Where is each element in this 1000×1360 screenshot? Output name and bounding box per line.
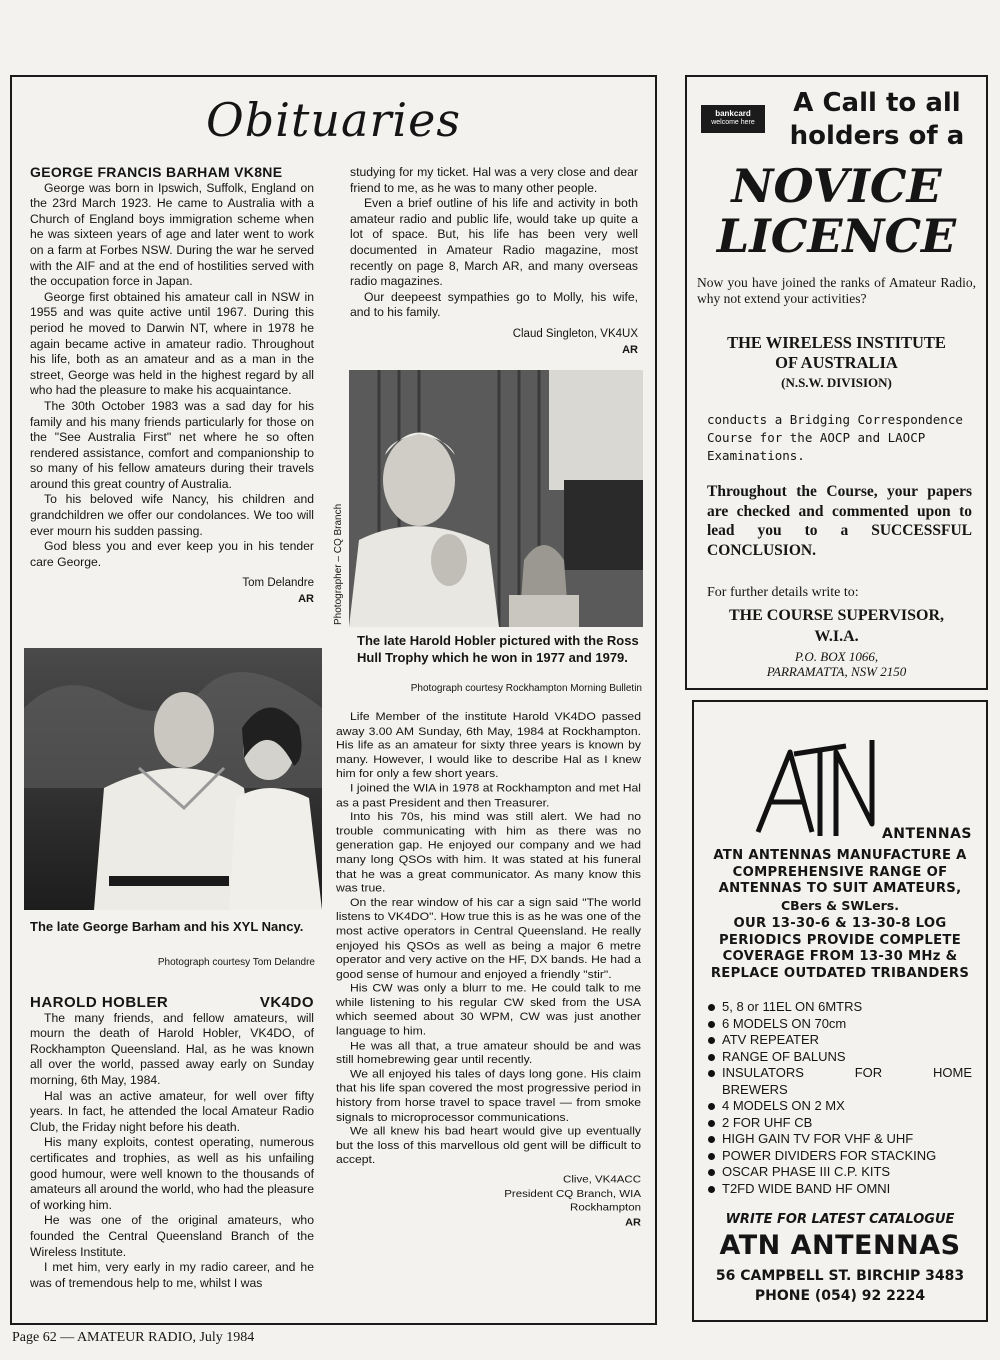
list-item: 2 FOR UHF CB: [704, 1115, 972, 1132]
atn-address: 56 CAMPBELL ST. BIRCHIP 3483: [715, 1268, 965, 1284]
hobler-photo: [349, 370, 643, 627]
clive-signature-role: President CQ Branch, WIA: [504, 1188, 641, 1200]
list-item: 5, 8 or 11EL ON 6MTRS: [704, 999, 972, 1016]
barham-obituary: [30, 165, 314, 608]
hobler-paragraph: Life Member of the institute Harold VK4DO passed away 3.00 AM Sunday, 6th May, 1984 at Rockhampton. His life as an amateur for sixty three years is known by many. However, I would like to describe Hal as I knew him for only a few short years.: [336, 710, 641, 781]
hobler-paragraph: His many exploits, contest operating, numerous certificates and trophies, as well as his unfailing good humour, were well known to the thousands of amateurs all around the world, who had the pleasure of working him.: [30, 1135, 314, 1212]
clive-signature-name: Clive, VK4ACC: [563, 1174, 641, 1186]
hobler-obituary-start: [30, 995, 314, 1291]
hobler-paragraph: studying for my ticket. Hal was a very close and dear friend to me, as he was to many other people.: [350, 165, 638, 195]
call-line: A Call to all holders of a: [789, 88, 965, 151]
list-item: INSULATORS FOR HOME BREWERS: [704, 1065, 972, 1098]
catalogue-text: WRITE FOR LATEST CATALOGUE: [725, 1212, 955, 1227]
list-item: T2FD WIDE BAND HF OMNI: [704, 1181, 972, 1198]
throughout-text: Throughout the Course, your papers are checked and commented upon to lead you to a SUCCESSFUL CONCLUSION.: [707, 483, 972, 559]
atn-phone: PHONE (054) 92 2224: [754, 1288, 926, 1304]
logo-subtitle: ANTENNAS: [881, 826, 972, 842]
barham-photo: [24, 648, 322, 910]
barham-paragraph: George first obtained his amateur call in NSW in 1955 and was quite active until 1967. During this period he moved to Darwin NT, where in 1978 he again became active in amateur radio. Throughout his life, both as an amateur and as a man in the street, George was held in the highest regard by all who had the pleasure to make his acquaintance.: [30, 289, 314, 398]
antenna-list: [704, 999, 972, 1197]
clive-signature-place: Rockhampton: [570, 1202, 641, 1214]
hobler-heading: [30, 995, 314, 1011]
hobler-photo-credit: Photograph courtesy Rockhampton Morning Bulletin: [410, 683, 642, 694]
hobler-heading-call: VK4DO: [259, 994, 314, 1011]
ar-mark: AR: [622, 343, 638, 356]
novice-headline: [687, 161, 986, 261]
list-item: POWER DIVIDERS FOR STACKING: [704, 1148, 972, 1165]
hobler-photo-vertical-credit: Photographer – CQ Branch: [333, 503, 344, 625]
further-details: For further details write to:: [707, 585, 859, 600]
bankcard-brand: bankcard: [715, 109, 751, 118]
list-item: 6 MODELS ON 70cm: [704, 1016, 972, 1033]
novice-licence-ad: [685, 75, 988, 690]
supervisor-line: THE COURSE SUPERVISOR,: [728, 607, 945, 624]
org-line-3: (N.S.W. DIVISION): [781, 375, 892, 390]
page-footer: Page 62 — AMATEUR RADIO, July 1984: [12, 1330, 255, 1345]
hobler-paragraph: He was one of the original amateurs, who founded the Central Queensland Branch of the Wireless Institute.: [30, 1213, 314, 1259]
barham-photo-caption: The late George Barham and his XYL Nancy.: [30, 919, 304, 934]
list-item: ATV REPEATER: [704, 1032, 972, 1049]
hobler-paragraph: The many friends, and fellow amateurs, will mourn the death of Harold Hobler, VK4DO, of Rockhampton Queensland. Hal, as he was known all over the world, passed away early on Sunday morning, 6th May, 1984.: [30, 1010, 314, 1087]
pobox-line: P.O. BOX 1066,: [794, 649, 879, 664]
hobler-photo-caption: The late Harold Hobler pictured with the Ross Hull Trophy which he won in 1977 and 1979.: [357, 633, 639, 665]
postal-address: [697, 649, 976, 679]
bankcard-tag: welcome here: [711, 119, 755, 126]
barham-paragraph: To his beloved wife Nancy, his children and grandchildren we offer our condolances. We too will ever mourn his sudden passing.: [30, 492, 314, 538]
hobler-paragraph: Even a brief outline of his life and activity in both amateur radio and public life, would take up quite a lot of space. But, his life has been very well documented in Amateur Radio magazine, most recently on page 8, March AR, and many overseas radio magazines.: [350, 196, 638, 289]
list-item: 4 MODELS ON 2 MX: [704, 1098, 972, 1115]
cbers-text: CBers & SWLers.: [781, 898, 899, 913]
hobler-paragraph: Our deepeest sympathies go to Molly, his wife, and to his family.: [350, 289, 638, 320]
atn-logo-text: ATN: [819, 791, 823, 793]
barham-signature: Tom Delandre: [242, 577, 314, 590]
obituaries-title: Obituaries: [206, 93, 461, 147]
list-item: OSCAR PHASE III C.P. KITS: [704, 1164, 972, 1181]
barham-paragraph: God bless you and ever keep you in his tender care George.: [30, 539, 314, 569]
barham-photo-credit: Photograph courtesy Tom Delandre: [157, 957, 315, 968]
ar-mark: AR: [298, 593, 314, 606]
hobler-paragraph: I met him, very early in my radio career, and he was of tremendous help to me, whilst I was: [30, 1260, 314, 1290]
hobler-paragraph: I joined the WIA in 1978 at Rockhampton and met Hal as a past President and then Treasurer.: [336, 781, 641, 809]
barham-paragraph: George was born in Ipswich, Suffolk, England on the 23rd March 1923. He came to Australia with a Church of England boys immigration scheme when he was sixteen years of age and later went to work on a farm at Forbes NSW. During the war he served with the AIF and at the end of hostilities served with the occupation force in Japan.: [30, 180, 314, 289]
intro-text: Now you have joined the ranks of Amateur Radio, why not extend your activities?: [697, 275, 976, 306]
wia-line: W.I.A.: [814, 628, 859, 645]
ar-mark: AR: [625, 1216, 641, 1228]
hobler-paragraph: On the rear window of his car a sign said "The world listens to VK4DO". How true this is as he was one of the most active operators in Central Queensland. He really enjoyed his QSOs as well as being a major 6 metre operator and very active on the HF, DX bands. He had a good sense of humour and enjoyed a friendly "stir".: [336, 895, 641, 981]
headline-licence: LICENCE: [716, 209, 957, 263]
list-item: RANGE OF BALUNS: [704, 1049, 972, 1066]
headline-novice: NOVICE: [731, 159, 942, 213]
hobler-paragraph: His CW was only a blurr to me. He could talk to me while listening to his regular CW sked from the USA which seemed about 30 WPM, CW was just another language to him.: [336, 981, 641, 1038]
hobler-paragraph: Hal was an active amateur, for well over fifty years. In fact, he attended the local Amateur Radio Club, the Friday night before his death.: [30, 1088, 314, 1134]
course-text: conducts a Bridging Correspondence Course for the AOCP and LAOCP Examinations.: [707, 412, 963, 463]
atn-antennas-ad: [692, 700, 988, 1322]
org-line-1: THE WIRELESS INSTITUTE: [727, 333, 946, 352]
atn-brand: ATN ANTENNAS: [719, 1230, 961, 1261]
supervisor-address: [697, 605, 976, 647]
log-periodics-text: OUR 13-30-6 & 13-30-8 LOG PERIODICS PROVIDE COMPLETE COVERAGE FROM 13-30 MHz & REPLACE OUTDATED TRIBANDERS: [710, 916, 970, 981]
hobler-paragraph: He was all that, a true amateur should be and was still homebrewing gear until recently.: [336, 1038, 641, 1067]
manufacture-text: ATN ANTENNAS MANUFACTURE A COMPREHENSIVE RANGE OF ANTENNAS TO SUIT AMATEURS,: [713, 848, 967, 896]
claud-signature: Claud Singleton, VK4UX: [512, 327, 638, 340]
hobler-obituary-continued: [350, 165, 638, 358]
hobler-paragraph: Into his 70s, his mind was still alert. We had no trouble communicating with him as there was no generation gap. He enjoyed our company and we had many long QSOs with him. It was stated at his funeral that he was a great communicator. As many know this was true.: [336, 810, 641, 895]
bankcard-logo: [701, 105, 765, 133]
barham-heading: GEORGE FRANCIS BARHAM VK8NE: [30, 164, 283, 180]
list-item: HIGH GAIN TV FOR VHF & UHF: [704, 1131, 972, 1148]
wia-org: [697, 333, 976, 393]
hobler-paragraph: We all enjoyed his tales of days long gone. His claim that his life span covered the most progressive period in history from horse travel to space travel — from smoke signals to microprocessor communications.: [336, 1067, 641, 1124]
barham-paragraph: The 30th October 1983 was a sad day for his family and his many friends particularly for those on the "See Australia First" net where he so often rendered assistance, comfort and companionship to so many of his fellow amateurs during their travels around this great country of Australia.: [30, 398, 314, 491]
city-line: PARRAMATTA, NSW 2150: [766, 664, 907, 679]
hobler-paragraph: We all knew his bad heart would give up eventually but the loss of this marvellous old gent will be difficult to accept.: [336, 1124, 641, 1167]
org-line-2: OF AUSTRALIA: [775, 353, 898, 372]
hobler-tribute: [336, 710, 641, 1230]
hobler-heading-name: HAROLD HOBLER: [30, 994, 169, 1011]
